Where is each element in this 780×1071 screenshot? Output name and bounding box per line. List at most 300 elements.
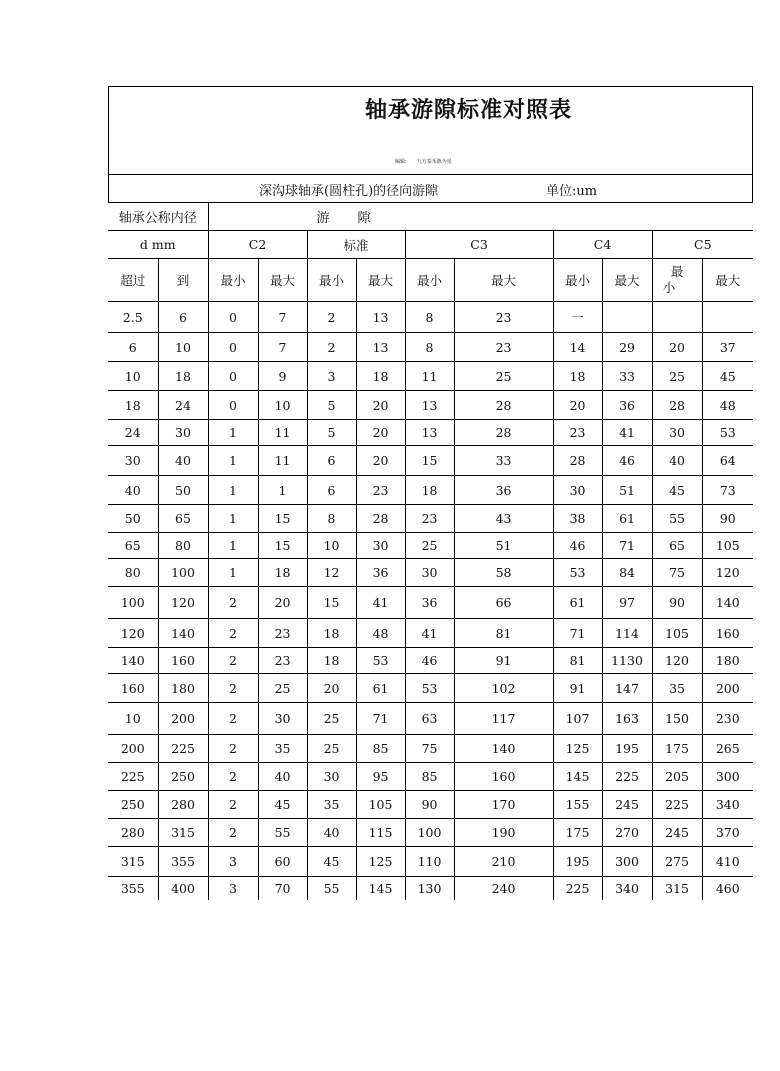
table-cell: 45: [307, 847, 356, 877]
table-cell: 46: [602, 446, 652, 476]
table-row: [108, 847, 753, 877]
table-row: [108, 302, 753, 333]
table-cell: 2.5: [108, 302, 158, 333]
table-cell: 36: [454, 476, 553, 505]
group-c3-header: C3: [405, 231, 553, 259]
table-cell: 23: [454, 333, 553, 362]
table-cell: 18: [108, 391, 158, 420]
table-cell: 7: [258, 333, 307, 362]
table-cell: 25: [405, 533, 454, 559]
table-cell: 120: [158, 587, 208, 619]
table-cell: 140: [454, 735, 553, 763]
header-row-groups: [108, 231, 753, 259]
table-cell: 24: [158, 391, 208, 420]
table-cell: 25: [652, 362, 702, 391]
clearance-document: [108, 86, 753, 900]
table-cell: 117: [454, 703, 553, 735]
editor-label: 编辑:: [395, 159, 407, 165]
table-cell: 250: [158, 763, 208, 791]
table-cell: 7: [258, 302, 307, 333]
table-cell: 12: [307, 559, 356, 587]
table-cell: 160: [158, 648, 208, 674]
c4-min-header: 最小: [553, 259, 602, 302]
table-cell: 64: [702, 446, 753, 476]
d-mm-header: d mm: [108, 231, 208, 259]
table-cell: 245: [652, 819, 702, 847]
table-cell: 150: [652, 703, 702, 735]
table-row: [108, 476, 753, 505]
table-cell: 225: [108, 763, 158, 791]
table-cell: 15: [405, 446, 454, 476]
table-cell: 71: [553, 619, 602, 648]
table-cell: 28: [454, 391, 553, 420]
table-cell: 46: [553, 533, 602, 559]
table-cell: 50: [108, 505, 158, 533]
table-cell: 163: [602, 703, 652, 735]
table-cell: 147: [602, 674, 652, 703]
table-cell: 225: [158, 735, 208, 763]
table-cell: 51: [602, 476, 652, 505]
table-cell: 315: [108, 847, 158, 877]
table-row: [108, 674, 753, 703]
table-cell: 9: [258, 362, 307, 391]
table-cell: 90: [702, 505, 753, 533]
table-cell: 102: [454, 674, 553, 703]
table-cell: 105: [702, 533, 753, 559]
table-cell: 6: [158, 302, 208, 333]
table-cell: 65: [158, 505, 208, 533]
table-cell: 91: [553, 674, 602, 703]
table-cell: 36: [602, 391, 652, 420]
c2-max-header: 最大: [258, 259, 307, 302]
table-cell: [602, 302, 652, 333]
table-cell: 200: [702, 674, 753, 703]
table-cell: 15: [307, 587, 356, 619]
table-cell: 3: [208, 877, 258, 901]
table-cell: 2: [208, 703, 258, 735]
table-cell: 91: [454, 648, 553, 674]
table-cell: 11: [405, 362, 454, 391]
table-cell: 30: [553, 476, 602, 505]
table-cell: 15: [258, 533, 307, 559]
table-cell: 8: [307, 505, 356, 533]
table-cell: 24: [108, 420, 158, 446]
table-cell: 6: [108, 333, 158, 362]
table-cell: 48: [356, 619, 405, 648]
table-cell: 28: [454, 420, 553, 446]
table-cell: 28: [652, 391, 702, 420]
table-cell: 20: [307, 674, 356, 703]
table-cell: 28: [553, 446, 602, 476]
table-row: [108, 791, 753, 819]
table-cell: 105: [356, 791, 405, 819]
table-cell: 35: [307, 791, 356, 819]
table-cell: 18: [258, 559, 307, 587]
table-cell: 280: [108, 819, 158, 847]
table-cell: 200: [108, 735, 158, 763]
table-cell: 20: [356, 391, 405, 420]
table-cell: 51: [454, 533, 553, 559]
table-row: [108, 505, 753, 533]
table-cell: 81: [454, 619, 553, 648]
table-cell: 1130: [602, 648, 652, 674]
header-row-minmax: [108, 259, 753, 302]
table-cell: 81: [553, 648, 602, 674]
table-cell: 50: [158, 476, 208, 505]
table-cell: 2: [208, 648, 258, 674]
table-cell: 18: [356, 362, 405, 391]
table-cell: 1: [208, 505, 258, 533]
table-cell: 155: [553, 791, 602, 819]
table-cell: 270: [602, 819, 652, 847]
table-cell: 20: [652, 333, 702, 362]
table-cell: 265: [702, 735, 753, 763]
table-cell: 107: [553, 703, 602, 735]
table-cell: 53: [356, 648, 405, 674]
table-cell: 300: [702, 763, 753, 791]
table-cell: 1: [208, 559, 258, 587]
table-cell: 23: [405, 505, 454, 533]
table-cell: 85: [405, 763, 454, 791]
table-cell: 25: [258, 674, 307, 703]
table-cell: 73: [702, 476, 753, 505]
table-cell: 190: [454, 819, 553, 847]
table-cell: 40: [258, 763, 307, 791]
table-cell: 13: [405, 420, 454, 446]
table-row: [108, 533, 753, 559]
table-cell: 18: [158, 362, 208, 391]
subtitle-section: [109, 175, 752, 203]
table-cell: 2: [208, 735, 258, 763]
table-cell: 10: [258, 391, 307, 420]
table-cell: 95: [356, 763, 405, 791]
table-cell: 460: [702, 877, 753, 901]
table-cell: 20: [553, 391, 602, 420]
table-cell: 80: [108, 559, 158, 587]
table-cell: 100: [108, 587, 158, 619]
table-cell: 180: [702, 648, 753, 674]
group-c4-header: C4: [553, 231, 652, 259]
table-cell: 160: [108, 674, 158, 703]
table-row: [108, 619, 753, 648]
table-cell: 100: [158, 559, 208, 587]
table-row: [108, 420, 753, 446]
table-cell: 35: [652, 674, 702, 703]
table-cell: 58: [454, 559, 553, 587]
table-cell: 240: [454, 877, 553, 901]
table-cell: 340: [702, 791, 753, 819]
c3-max-header: 最大: [454, 259, 553, 302]
table-cell: 140: [158, 619, 208, 648]
table-cell: 200: [158, 703, 208, 735]
table-cell: 130: [405, 877, 454, 901]
table-cell: 355: [108, 877, 158, 901]
document-frame: [108, 86, 753, 203]
table-cell: 46: [405, 648, 454, 674]
table-cell: 280: [158, 791, 208, 819]
table-cell: 410: [702, 847, 753, 877]
table-cell: 65: [108, 533, 158, 559]
table-cell: 6: [307, 476, 356, 505]
table-cell: 45: [258, 791, 307, 819]
table-cell: 40: [108, 476, 158, 505]
table-row: [108, 763, 753, 791]
table-cell: 23: [553, 420, 602, 446]
table-cell: 140: [108, 648, 158, 674]
table-cell: 90: [652, 587, 702, 619]
table-cell: 0: [208, 333, 258, 362]
table-cell: 145: [356, 877, 405, 901]
table-cell: 5: [307, 420, 356, 446]
table-cell: 25: [307, 703, 356, 735]
table-cell: 33: [454, 446, 553, 476]
table-cell: 6: [307, 446, 356, 476]
table-row: [108, 735, 753, 763]
table-cell: 110: [405, 847, 454, 877]
table-cell: 48: [702, 391, 753, 420]
table-cell: 8: [405, 302, 454, 333]
table-cell: 170: [454, 791, 553, 819]
table-row: [108, 648, 753, 674]
table-cell: 40: [307, 819, 356, 847]
table-cell: [652, 302, 702, 333]
table-cell: 160: [454, 763, 553, 791]
table-cell: 36: [356, 559, 405, 587]
table-cell: 84: [602, 559, 652, 587]
table-cell: 0: [208, 362, 258, 391]
table-cell: 20: [258, 587, 307, 619]
table-cell: 100: [405, 819, 454, 847]
table-cell: 35: [258, 735, 307, 763]
table-cell: 30: [307, 763, 356, 791]
table-cell: 8: [405, 333, 454, 362]
c2-min-header: 最小: [208, 259, 258, 302]
table-cell: 55: [258, 819, 307, 847]
table-cell: 61: [602, 505, 652, 533]
table-cell: 175: [652, 735, 702, 763]
table-row: [108, 559, 753, 587]
header-row-clearance: [108, 203, 753, 231]
table-cell: 2: [208, 819, 258, 847]
table-cell: 75: [652, 559, 702, 587]
table-cell: 2: [208, 619, 258, 648]
table-cell: 65: [652, 533, 702, 559]
table-cell: 5: [307, 391, 356, 420]
table-cell: 120: [702, 559, 753, 587]
table-cell: 63: [405, 703, 454, 735]
table-row: [108, 819, 753, 847]
table-cell: 275: [652, 847, 702, 877]
table-cell: 2: [208, 763, 258, 791]
bore-diameter-header: 轴承公称内径: [108, 203, 208, 231]
table-cell: 60: [258, 847, 307, 877]
clearance-char-2: 隙: [357, 211, 371, 226]
table-cell: 2: [307, 302, 356, 333]
table-cell: 10: [108, 362, 158, 391]
table-cell: 300: [602, 847, 652, 877]
table-cell: 45: [702, 362, 753, 391]
table-cell: 370: [702, 819, 753, 847]
unit-label: 单位:um: [546, 184, 598, 199]
table-cell: 33: [602, 362, 652, 391]
normal-max-header: 最大: [356, 259, 405, 302]
table-cell: 38: [553, 505, 602, 533]
table-cell: 11: [258, 446, 307, 476]
table-cell: 2: [208, 674, 258, 703]
table-cell: 120: [652, 648, 702, 674]
table-cell: 23: [258, 648, 307, 674]
table-row: [108, 446, 753, 476]
table-cell: 18: [307, 619, 356, 648]
table-cell: 160: [702, 619, 753, 648]
table-cell: 30: [652, 420, 702, 446]
table-cell: 14: [553, 333, 602, 362]
table-cell: 30: [405, 559, 454, 587]
table-cell: 90: [405, 791, 454, 819]
table-cell: 230: [702, 703, 753, 735]
table-cell: 0: [208, 391, 258, 420]
table-cell: 3: [307, 362, 356, 391]
c5-min-char-1: 最: [670, 264, 684, 279]
table-cell: 105: [652, 619, 702, 648]
c3-min-header: 最小: [405, 259, 454, 302]
table-row: [108, 587, 753, 619]
table-row: [108, 391, 753, 420]
table-cell: 23: [356, 476, 405, 505]
table-cell: 80: [158, 533, 208, 559]
table-cell: 66: [454, 587, 553, 619]
c5-min-header: [652, 259, 702, 302]
table-cell: 315: [158, 819, 208, 847]
table-cell: 37: [702, 333, 753, 362]
table-cell: 120: [108, 619, 158, 648]
table-cell: 30: [258, 703, 307, 735]
page-title: 轴承游隙标准对照表: [365, 98, 573, 123]
table-cell: 15: [258, 505, 307, 533]
table-cell: 175: [553, 819, 602, 847]
table-cell: 340: [602, 877, 652, 901]
col-over-header: 超过: [108, 259, 158, 302]
table-cell: 23: [454, 302, 553, 333]
table-cell: 71: [602, 533, 652, 559]
table-cell: 140: [702, 587, 753, 619]
table-cell: 43: [454, 505, 553, 533]
c5-min-char-2: 小: [662, 280, 676, 295]
c5-max-header: 最大: [702, 259, 753, 302]
table-cell: 11: [258, 420, 307, 446]
table-cell: 195: [602, 735, 652, 763]
table-cell: 30: [356, 533, 405, 559]
table-subtitle: 深沟球轴承(圆柱孔)的径向游隙: [259, 184, 439, 199]
table-cell: 13: [356, 302, 405, 333]
table-cell: 30: [158, 420, 208, 446]
table-cell: 85: [356, 735, 405, 763]
table-cell: 18: [553, 362, 602, 391]
table-cell: 41: [405, 619, 454, 648]
table-cell: 195: [553, 847, 602, 877]
table-cell: 114: [602, 619, 652, 648]
table-cell: 70: [258, 877, 307, 901]
group-c5-header: C5: [652, 231, 753, 259]
table-cell: 41: [602, 420, 652, 446]
clearance-header: [208, 203, 753, 231]
table-cell: 25: [454, 362, 553, 391]
table-cell: 125: [553, 735, 602, 763]
editor-credit: [395, 158, 462, 165]
table-cell: 2: [208, 587, 258, 619]
clearance-char-1: 游: [316, 211, 330, 226]
table-cell: 55: [307, 877, 356, 901]
table-cell: 10: [158, 333, 208, 362]
table-cell: 一: [553, 302, 602, 333]
table-cell: 75: [405, 735, 454, 763]
table-cell: [702, 302, 753, 333]
table-cell: 40: [652, 446, 702, 476]
table-cell: 125: [356, 847, 405, 877]
table-cell: 1: [208, 446, 258, 476]
table-cell: 2: [307, 333, 356, 362]
table-cell: 225: [602, 763, 652, 791]
table-cell: 61: [356, 674, 405, 703]
table-row: [108, 877, 753, 901]
table-cell: 20: [356, 446, 405, 476]
table-cell: 97: [602, 587, 652, 619]
table-cell: 245: [602, 791, 652, 819]
table-cell: 55: [652, 505, 702, 533]
group-c2-header: C2: [208, 231, 307, 259]
table-cell: 53: [553, 559, 602, 587]
table-cell: 400: [158, 877, 208, 901]
table-cell: 225: [553, 877, 602, 901]
table-cell: 10: [108, 703, 158, 735]
table-cell: 205: [652, 763, 702, 791]
group-normal-header: 标准: [307, 231, 405, 259]
table-cell: 18: [405, 476, 454, 505]
table-cell: 45: [652, 476, 702, 505]
table-row: [108, 703, 753, 735]
table-cell: 36: [405, 587, 454, 619]
table-cell: 180: [158, 674, 208, 703]
table-cell: 225: [652, 791, 702, 819]
table-cell: 13: [405, 391, 454, 420]
table-cell: 210: [454, 847, 553, 877]
table-cell: 29: [602, 333, 652, 362]
table-cell: 250: [108, 791, 158, 819]
table-cell: 40: [158, 446, 208, 476]
editor-name: 九方泰禾陈为星: [416, 159, 452, 165]
table-cell: 20: [356, 420, 405, 446]
table-cell: 71: [356, 703, 405, 735]
table-cell: 0: [208, 302, 258, 333]
table-cell: 315: [652, 877, 702, 901]
table-cell: 28: [356, 505, 405, 533]
table-cell: 10: [307, 533, 356, 559]
table-cell: 13: [356, 333, 405, 362]
table-cell: 41: [356, 587, 405, 619]
clearance-table: [108, 203, 753, 900]
table-cell: 25: [307, 735, 356, 763]
table-cell: 355: [158, 847, 208, 877]
table-cell: 1: [208, 476, 258, 505]
table-cell: 18: [307, 648, 356, 674]
table-cell: 1: [258, 476, 307, 505]
table-cell: 3: [208, 847, 258, 877]
normal-min-header: 最小: [307, 259, 356, 302]
table-row: [108, 362, 753, 391]
col-to-header: 到: [158, 259, 208, 302]
c4-max-header: 最大: [602, 259, 652, 302]
table-cell: 115: [356, 819, 405, 847]
